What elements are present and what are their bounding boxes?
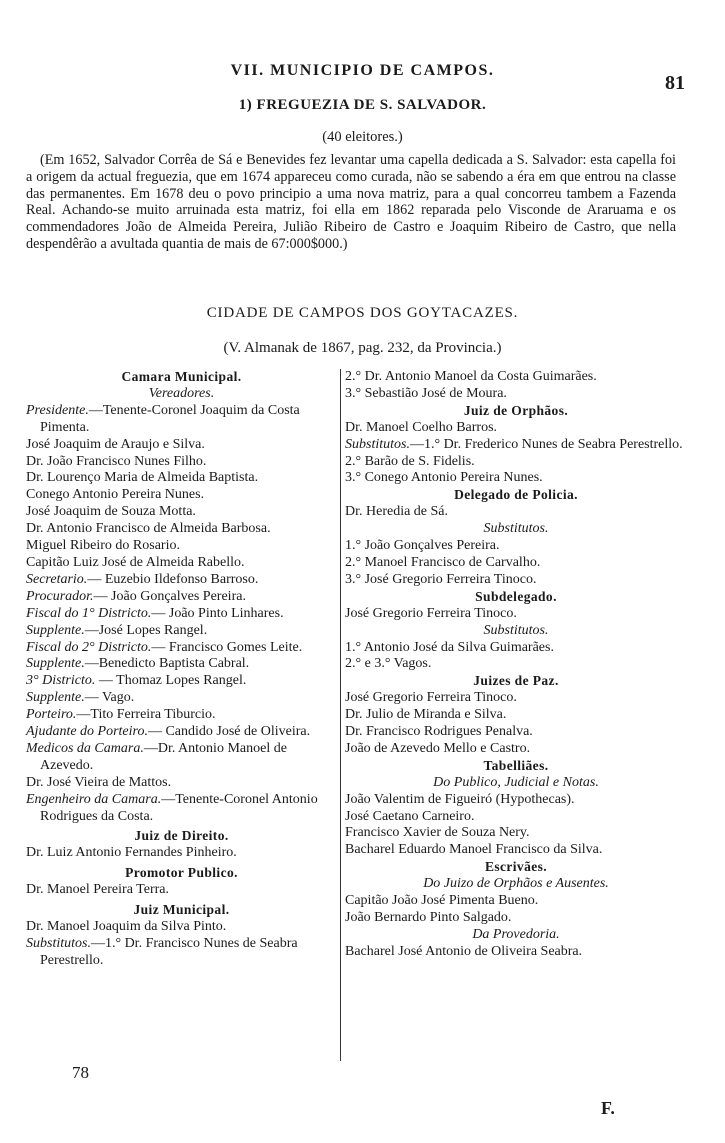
role-label: Supplente. — [26, 656, 85, 672]
parish-title: 1) FREGUEZIA DE S. SALVADOR. — [238, 97, 487, 113]
person-name: —Tenente-Coronel Joaquim da Costa Pimenta. — [40, 402, 300, 435]
person-name: —José Lopes Rangel. — [84, 622, 208, 638]
list-item: Capitão João José Pimenta Bueno. — [345, 893, 539, 909]
list-item — [26, 690, 337, 707]
list-item: José Joaquim de Souza Motta. — [26, 504, 196, 520]
role-label: Fiscal do 2° Districto. — [26, 639, 152, 655]
section-heading: Escrivães. — [484, 859, 548, 875]
subsection-heading: Substitutos. — [483, 622, 549, 638]
list-item: Dr. Antonio Francisco de Almeida Barbosa. — [26, 521, 271, 537]
list-item: 2.° Manoel Francisco de Carvalho. — [345, 554, 541, 570]
section-heading: Promotor Publico. — [125, 865, 238, 881]
person-name: Dr. José Vieira de Mattos. — [26, 774, 172, 790]
person-name: —Benedicto Baptista Cabral. — [84, 656, 250, 672]
subsection-heading: Do Juizo de Orphãos e Ausentes. — [423, 876, 609, 892]
role-label: Substitutos. — [26, 935, 91, 951]
person-name: — João Gonçalves Pereira. — [93, 588, 246, 604]
role-label: Porteiro. — [26, 707, 77, 723]
list-item — [345, 437, 687, 454]
list-item — [26, 741, 337, 775]
right-column — [345, 369, 687, 961]
list-item: João Valentim de Figueiró (Hypothecas). — [345, 791, 575, 807]
list-item: Dr. Manoel Coelho Barros. — [345, 419, 498, 435]
list-item — [26, 606, 337, 623]
list-item: Dr. Manoel Joaquim da Silva Pinto. — [26, 919, 227, 934]
list-item — [26, 707, 337, 724]
catchword: F. — [601, 1098, 615, 1118]
person-name: —Tito Ferreira Tiburcio. — [76, 707, 216, 723]
list-item — [26, 673, 337, 690]
list-item: João de Azevedo Mello e Castro. — [345, 740, 531, 756]
list-item: Bacharel José Antonio de Oliveira Seabra. — [345, 943, 583, 959]
section-heading: Juiz Municipal. — [133, 902, 230, 918]
intro-paragraph: (Em 1652, Salvador Corrêa de Sá e Benevides fez levantar uma capella dedicada a S. Salvador: esta capella foi a origem da actual freguezia, que em 1674 appareceu como curada, não se sabendo a éra em que entrou na classe das permanentes. Em 1678 deu o povo principio a uma nova matriz, para a qual concorreu tambem a Fazenda Real. Achando-se muito arruinada esta matriz, foi ella em 1862 reparada pelo Visconde de Araruama e os commendadores João de Almeida Pereira, Julião Ribeiro de Castro e Joaquim Ribeiro de Castro, que nella despendêrão a avultada quantia de mais de 67:000$000.) — [26, 152, 676, 252]
list-item: 2.° Dr. Antonio Manoel da Costa Guimarães. — [345, 369, 597, 384]
person-name: — Candido José de Oliveira. — [147, 724, 311, 740]
list-item: Bacharel Eduardo Manoel Francisco da Silva. — [345, 842, 603, 858]
person-name: — João Pinto Linhares. — [151, 605, 284, 621]
person-name: — Euzebio Ildefonso Barroso. — [87, 571, 259, 587]
list-item: José Gregorio Ferreira Tinoco. — [345, 690, 517, 706]
list-item: José Caetano Carneiro. — [345, 808, 475, 824]
role-label: Supplente. — [26, 690, 85, 706]
section-heading: Juiz de Direito. — [134, 828, 229, 844]
list-item: Dr. Julio de Miranda e Silva. — [345, 707, 507, 723]
subsection-heading: Do Publico, Judicial e Notas. — [433, 774, 599, 790]
role-label: Secretario. — [26, 571, 88, 587]
section-heading: Tabelliães. — [483, 757, 549, 773]
person-name: —Tenente-Coronel Antonio Rodrigues da Costa. — [40, 791, 318, 824]
person-name: —1.° Dr. Francisco Nunes de Seabra Perestrello. — [40, 935, 298, 968]
role-label: Procurador. — [26, 588, 94, 604]
list-item — [26, 623, 337, 640]
role-label: Medicos da Camara. — [26, 740, 144, 756]
role-label: 3° Districto. — [26, 673, 96, 689]
list-item: Miguel Ribeiro do Rosario. — [26, 538, 180, 554]
page-number: 81 — [665, 72, 685, 94]
list-item: Conego Antonio Pereira Nunes. — [26, 487, 205, 503]
list-item: 3.° Conego Antonio Pereira Nunes. — [345, 470, 543, 486]
role-label: Ajudante do Porteiro. — [26, 724, 148, 740]
subsection-heading: Da Provedoria. — [472, 926, 560, 942]
list-item: Dr. Manoel Pereira Terra. — [26, 882, 169, 898]
list-item — [26, 724, 337, 741]
section-heading: Subdelegado. — [475, 588, 557, 604]
list-item: Dr. Luiz Antonio Fernandes Pinheiro. — [26, 845, 237, 861]
list-item — [26, 572, 337, 589]
role-label: Fiscal do 1° Districto. — [26, 605, 152, 621]
list-item: Dr. Heredia de Sá. — [345, 504, 449, 520]
list-item: Dr. Francisco Rodrigues Penalva. — [345, 724, 533, 740]
list-item: 2.° Barão de S. Fidelis. — [345, 453, 475, 469]
section-heading: Camara Municipal. — [121, 369, 242, 384]
list-item — [26, 936, 337, 970]
list-item — [26, 589, 337, 606]
list-item: José Gregorio Ferreira Tinoco. — [345, 605, 517, 621]
role-label: Engenheiro da Camara. — [26, 791, 162, 807]
role-label: Substitutos. — [345, 436, 410, 452]
list-item: 1.° Antonio José da Silva Guimarães. — [345, 639, 554, 655]
list-item: João Bernardo Pinto Salgado. — [345, 910, 512, 925]
role-label: Supplente. — [26, 622, 85, 638]
left-column — [26, 369, 337, 970]
list-item: Dr. João Francisco Nunes Filho. — [26, 453, 207, 469]
list-item: 3.° Sebastião José de Moura. — [345, 385, 507, 401]
person-name: — Thomaz Lopes Rangel. — [95, 673, 247, 689]
reference-note: (V. Almanak de 1867, pag. 232, da Provincia.) — [223, 340, 502, 356]
list-item — [26, 656, 337, 673]
subsection-heading: Vereadores. — [148, 385, 215, 401]
list-item: 2.° e 3.° Vagos. — [345, 656, 432, 672]
list-item — [26, 775, 337, 792]
list-item: Dr. Lourenço Maria de Almeida Baptista. — [26, 470, 259, 486]
person-name: — Vago. — [84, 690, 135, 706]
list-item: 1.° João Gonçalves Pereira. — [345, 538, 500, 554]
city-title: CIDADE DE CAMPOS DOS GOYTACAZES. — [206, 305, 519, 321]
list-item: Capitão Luiz José de Almeida Rabello. — [26, 554, 245, 570]
list-item: Francisco Xavier de Souza Nery. — [345, 825, 530, 841]
subsection-heading: Substitutos. — [483, 521, 549, 537]
chapter-title: VII. MUNICIPIO DE CAMPOS. — [230, 62, 495, 79]
person-name: — Francisco Gomes Leite. — [151, 639, 303, 655]
column-divider — [340, 369, 341, 1061]
list-item: 3.° José Gregorio Ferreira Tinoco. — [345, 571, 537, 587]
list-item — [26, 640, 337, 657]
list-item: José Joaquim de Araujo e Silva. — [26, 436, 205, 452]
electors-count: (40 eleitores.) — [322, 129, 403, 145]
section-heading: Delegado de Policia. — [454, 487, 578, 503]
section-heading: Juiz de Orphãos. — [463, 402, 569, 418]
role-label: Presidente. — [26, 402, 89, 418]
signature-mark: 78 — [72, 1063, 89, 1082]
section-heading: Juizes de Paz. — [473, 673, 559, 689]
person-name: —1.° Dr. Frederico Nunes de Seabra Perestrello. — [409, 436, 683, 452]
list-item — [26, 792, 337, 826]
list-item — [26, 403, 337, 437]
person-name: —Dr. Antonio Manoel de Azevedo. — [40, 740, 287, 773]
